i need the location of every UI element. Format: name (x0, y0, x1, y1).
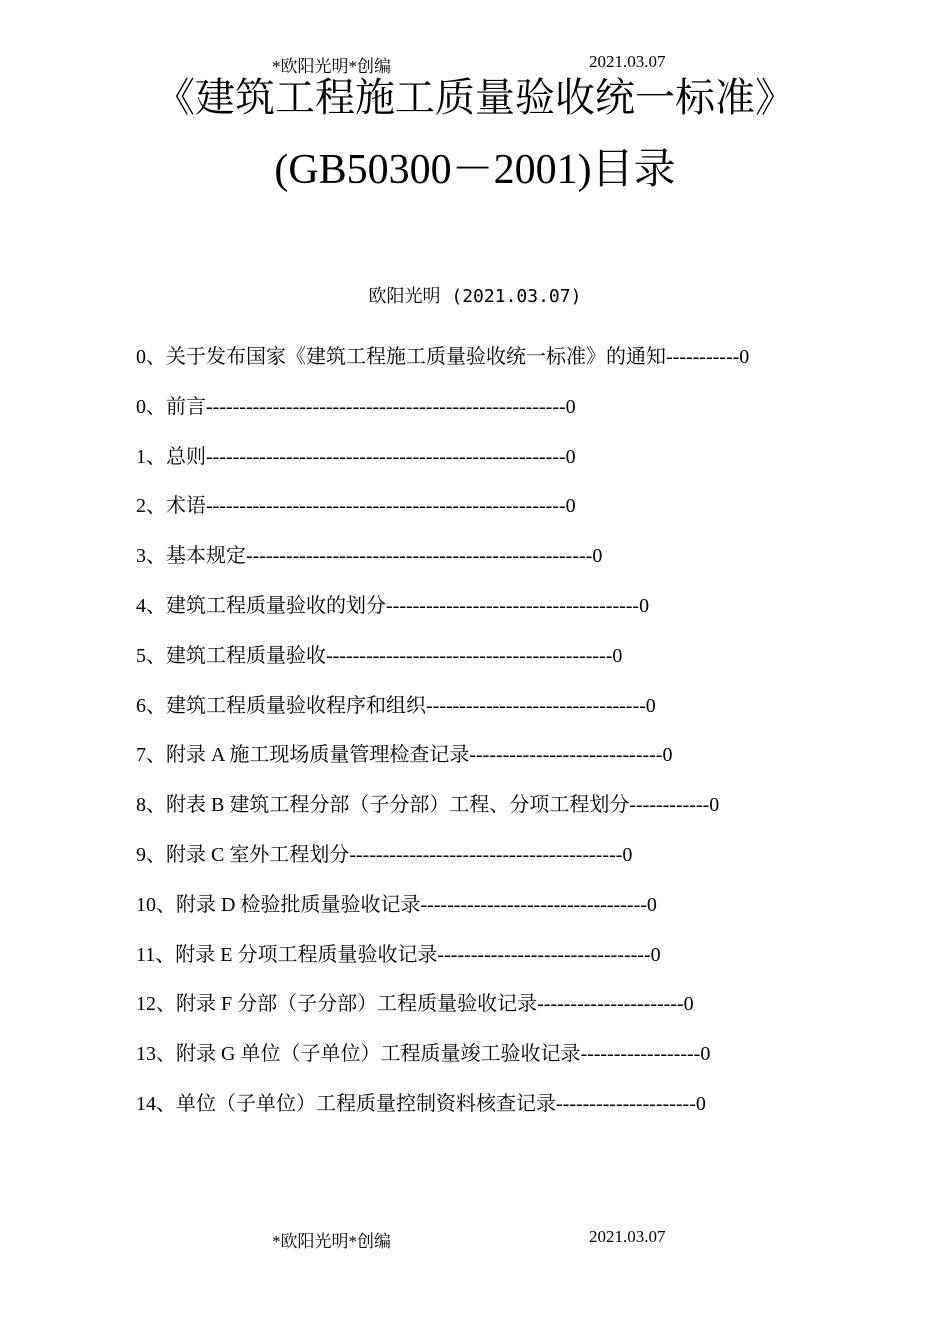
toc-item: 5、建筑工程质量验收-------------------------------------------0 (136, 644, 623, 667)
toc-item: 3、基本规定----------------------------------------------------0 (136, 545, 603, 568)
toc-item: 14、单位（子单位）工程质量控制资料核查记录---------------------0 (136, 1092, 706, 1115)
toc-item: 6、建筑工程质量验收程序和组织---------------------------------0 (136, 694, 656, 717)
toc-item: 11、附录 E 分项工程质量验收记录--------------------------------0 (136, 943, 661, 966)
toc-item: 12、附录 F 分部（子分部）工程质量验收记录----------------------0 (136, 993, 694, 1016)
footer-author: *欧阳光明*创编 (272, 1232, 391, 1251)
toc-item: 10、附录 D 检验批质量验收记录----------------------------------0 (136, 893, 657, 916)
toc-item: 4、建筑工程质量验收的划分--------------------------------------0 (136, 594, 650, 617)
document-subtitle: (GB50300－2001)目录 (274, 147, 676, 193)
toc-item: 9、附录 C 室外工程划分-----------------------------------------0 (136, 843, 633, 866)
table-of-contents (136, 333, 826, 1130)
toc-item: 8、附表 B 建筑工程分部（子分部）工程、分项工程划分------------0 (136, 794, 720, 817)
toc-item: 0、前言------------------------------------------------------0 (136, 395, 576, 418)
footer-date: 2021.03.07 (589, 1227, 666, 1246)
toc-item: 0、关于发布国家《建筑工程施工质量验收统一标准》的通知-----------0 (136, 346, 750, 368)
toc-item: 1、总则------------------------------------------------------0 (136, 445, 576, 468)
toc-item: 2、术语------------------------------------------------------0 (136, 495, 576, 518)
toc-item: 7、附录 A 施工现场质量管理检查记录-----------------------------0 (136, 744, 673, 767)
header-date: 2021.03.07 (589, 52, 666, 71)
header-author: *欧阳光明*创编 (272, 57, 391, 76)
document-title: 《建筑工程施工质量验收统一标准》 (155, 75, 795, 121)
toc-item: 13、附录 G 单位（子单位）工程质量竣工验收记录------------------0 (136, 1043, 711, 1066)
byline: 欧阳光明 (2021.03.07) (368, 286, 582, 307)
